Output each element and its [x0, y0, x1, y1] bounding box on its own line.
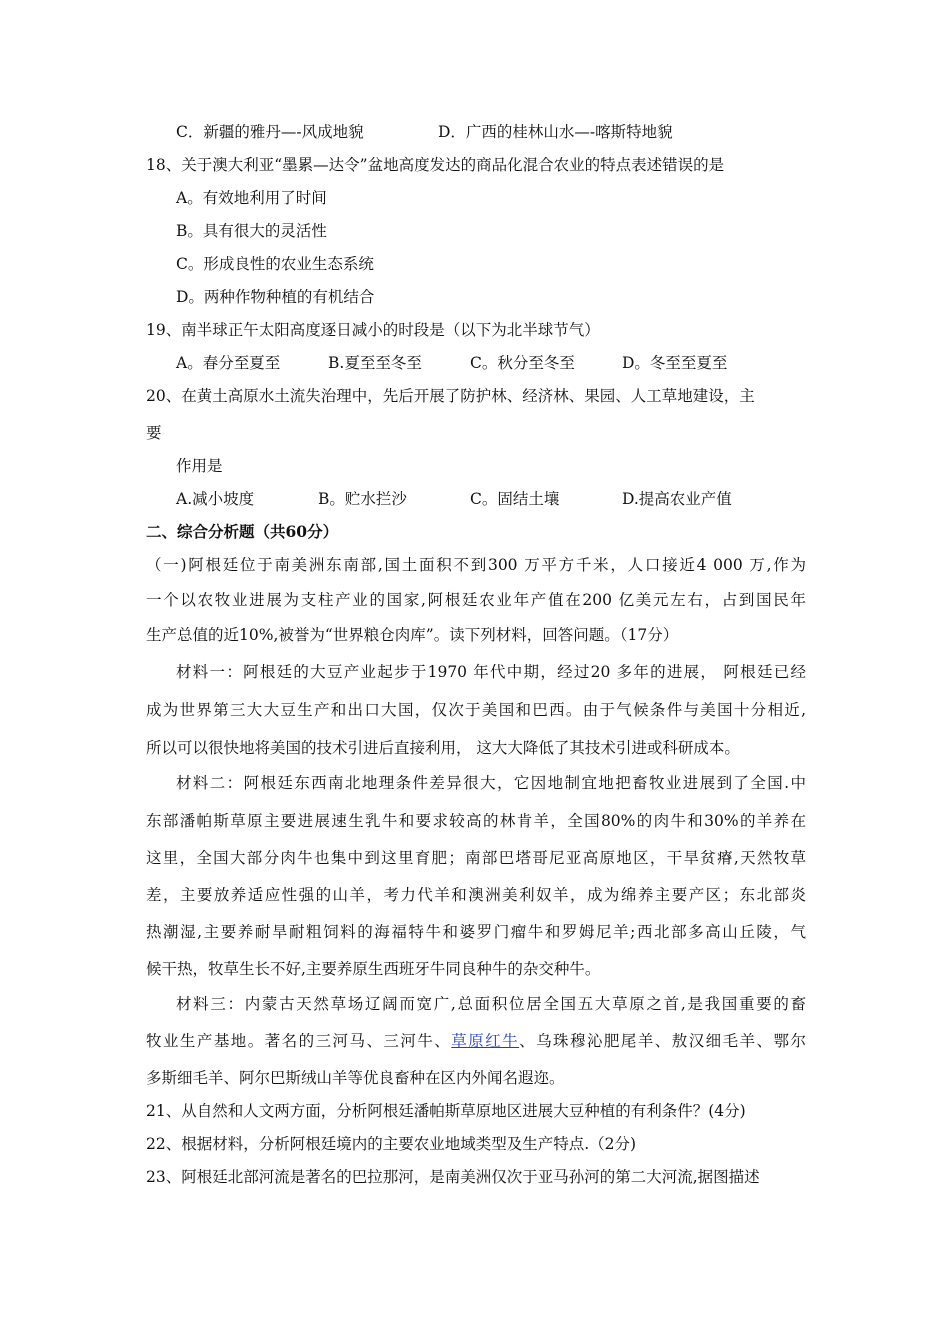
- q20-options: [176, 489, 732, 509]
- q20-stem: 20、在黄土高原水土流失治理中，先后开展了防护林、经济林、果园、人工草地建设，主: [146, 387, 755, 405]
- q19-option-a: A。春分至夏至: [176, 354, 281, 372]
- q20-option-c: C。固结土壤: [470, 490, 560, 508]
- q20-stem-cont: 要: [146, 424, 162, 442]
- q17-options: [176, 122, 673, 142]
- material-2-line-2: 东部潘帕斯草原主要进展速生乳牛和要求较高的林肯羊，全国80%的肉牛和30%的羊养在: [146, 812, 806, 830]
- q17-option-d: D．广西的桂林山水—-喀斯特地貌: [438, 123, 673, 141]
- q18-option-d: D。两种作物种植的有机结合: [176, 288, 375, 306]
- q18-option-c: C。形成良性的农业生态系统: [176, 255, 374, 273]
- material-1-line-3: 所以可以很快地将美国的技术引进后直接利用， 这大大降低了其技术引进或科研成本。: [146, 739, 740, 757]
- grassland-red-cattle-link[interactable]: 草原红牛: [451, 1032, 520, 1050]
- material-2-line-4: 差，主要放养适应性强的山羊，考力代羊和澳洲美利奴羊，成为绵养主要产区；东北部炎: [146, 886, 806, 904]
- intro-line-3: 生产总值的近10%,被誉为“世界粮仓肉库”。读下列材料，回答问题。（17分）: [146, 626, 679, 644]
- material-3-line-1: 材料三：内蒙古天然草场辽阔而宽广,总面积位居全国五大草原之首,是我国重要的畜: [176, 995, 806, 1013]
- q20-option-d: D.提高农业产值: [622, 490, 732, 508]
- material-1-line-2: 成为世界第三大大豆生产和出口大国，仅次于美国和巴西。由于气候条件与美国十分相近,: [146, 701, 806, 719]
- section-2-title: 二、综合分析题（共60分）: [146, 522, 339, 541]
- q17-option-c: C．新疆的雅丹—-风成地貌: [176, 123, 364, 141]
- q19-option-b: B.夏至至冬至: [328, 354, 422, 372]
- q19-option-c: C。秋分至冬至: [470, 354, 575, 372]
- q21-stem: 21、从自然和人文两方面，分析阿根廷潘帕斯草原地区进展大豆种植的有利条件？(4分): [146, 1102, 746, 1120]
- q20-option-b: B。贮水拦沙: [318, 490, 407, 508]
- material-1-line-1: 材料一：阿根廷的大豆产业起步于1970 年代中期，经过20 多年的进展， 阿根廷已经: [176, 663, 806, 681]
- material-2-line-5: 热潮湿,主要养耐旱耐粗饲料的海福特牛和婆罗门瘤牛和罗姆尼羊;西北部多高山丘陵，气: [146, 923, 806, 941]
- q23-stem: 23、阿根廷北部河流是著名的巴拉那河，是南美洲仅次于亚马孙河的第二大河流,据图描述: [146, 1168, 760, 1186]
- material-3-text-a: 牧业生产基地。著名的三河马、三河牛、: [146, 1032, 452, 1050]
- q19-options: [176, 353, 727, 373]
- intro-line-1: （一)阿根廷位于南美洲东南部,国土面积不到300 万平方千米，人口接近4 000 万,作为: [146, 556, 806, 574]
- q18-option-a: A。有效地利用了时间: [176, 189, 327, 207]
- q19-option-d: D。冬至至夏至: [622, 354, 728, 372]
- q18-stem: 18、关于澳大利亚“墨累—达令”盆地高度发达的商品化混合农业的特点表述错误的是: [146, 156, 725, 174]
- q22-stem: 22、根据材料，分析阿根廷境内的主要农业地域类型及生产特点.（2分): [146, 1135, 637, 1153]
- q18-option-b: B。具有很大的灵活性: [176, 222, 327, 240]
- material-2-line-1: 材料二：阿根廷东西南北地理条件差异很大，它因地制宜地把畜牧业进展到了全国.中: [176, 774, 806, 792]
- material-3-line-3: 多斯细毛羊、阿尔巴斯绒山羊等优良畜种在区内外闻名遐迩。: [146, 1069, 565, 1087]
- material-2-line-3: 这里，全国大部分肉牛也集中到这里育肥；南部巴塔哥尼亚高原地区，干旱贫瘠,天然牧草: [146, 849, 806, 867]
- q20-stem-cont2: 作用是: [176, 457, 223, 475]
- q20-option-a: A.减小坡度: [176, 490, 255, 508]
- q19-stem: 19、南半球正午太阳高度逐日减小的时段是（以下为北半球节气）: [146, 321, 600, 339]
- material-3-text-b: 、乌珠穆沁肥尾羊、敖汉细毛羊、鄂尔: [519, 1032, 806, 1050]
- material-3-line-2: [146, 1031, 806, 1051]
- material-2-line-6: 候干热，牧草生长不好,主要养原生西班牙牛同良种牛的杂交种牛。: [146, 960, 601, 978]
- intro-line-2: 一个以农牧业进展为支柱产业的国家,阿根廷农业年产值在200 亿美元左右，占到国民年: [146, 591, 806, 609]
